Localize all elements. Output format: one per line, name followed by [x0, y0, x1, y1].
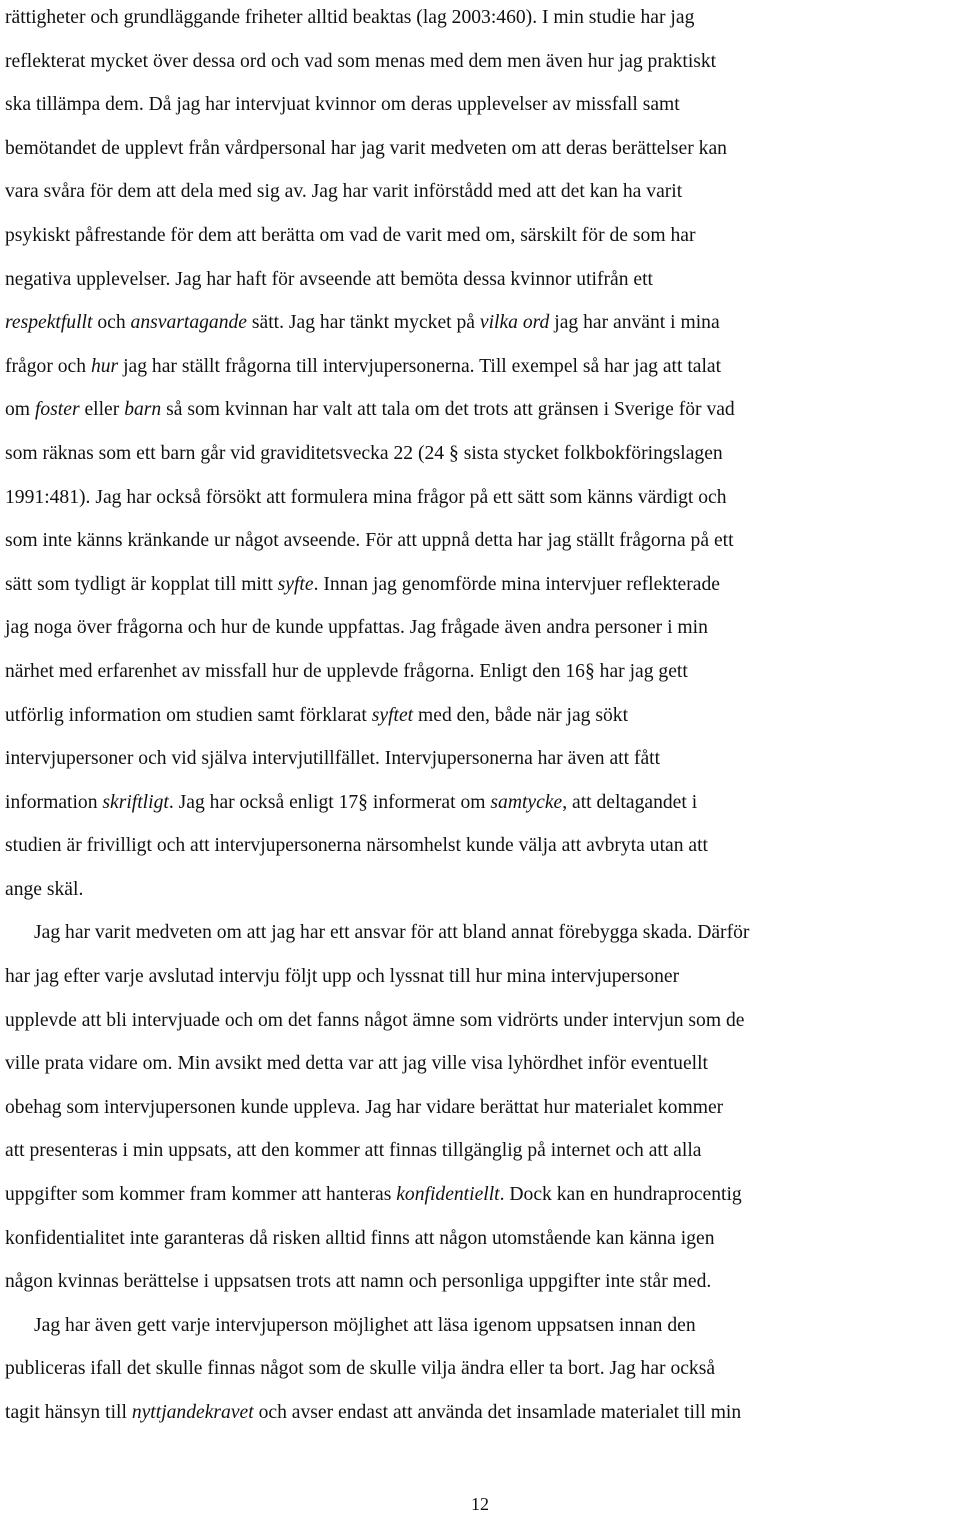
text-run: har jag efter varje avslutad intervju följt upp och lyssnat till hur mina intervjupersoner: [5, 966, 680, 988]
text-line: [5, 214, 957, 258]
text-run: som räknas som ett barn går vid graviditetsvecka 22 (24 § sista stycket folkbokföringslagen: [5, 442, 723, 464]
text-run: ange skäl.: [5, 878, 84, 900]
text-run: negativa upplevelser. Jag har haft för avseende att bemöta dessa kvinnor utifrån ett: [5, 268, 653, 290]
text-run: konfidentialitet inte garanteras då risken alltid finns att någon utomstående kan känna igen: [5, 1227, 715, 1249]
text-run: eller: [79, 399, 125, 421]
text-run: intervjupersoner och vid själva intervjutillfället. Intervjupersonerna har även att fått: [5, 748, 661, 770]
text-run: frågor och: [5, 355, 91, 377]
text-run: publiceras ifall det skulle finnas något som de skulle vilja ändra eller ta bort. Jag har också: [5, 1358, 716, 1380]
text-line: [5, 1260, 957, 1304]
text-line: [5, 388, 957, 432]
italic-text: samtycke: [490, 791, 563, 813]
italic-text: skriftligt: [102, 791, 169, 813]
text-line: [5, 1129, 957, 1173]
text-run: obehag som intervjupersonen kunde uppleva. Jag har vidare berättat hur materialet kommer: [5, 1096, 724, 1118]
text-run: tagit hänsyn till: [5, 1402, 132, 1423]
text-line: [5, 868, 957, 912]
text-run: med den, både när jag sökt: [413, 704, 629, 726]
text-run: upplevde att bli intervjuade och om det fanns något ämne som vidrörts under intervjun som de: [5, 1009, 745, 1031]
italic-text: vilka ord: [479, 312, 550, 334]
text-run: och: [92, 312, 131, 334]
text-line: [5, 1086, 957, 1130]
text-run: närhet med erfarenhet av missfall hur de upplevde frågorna. Enligt den 16§ har jag gett: [5, 660, 688, 682]
text-line: [5, 83, 957, 127]
text-line: [5, 1304, 957, 1348]
text-line: [5, 519, 957, 563]
text-run: bemötandet de upplevt från vårdpersonal har jag varit medveten om att deras berättelser kan: [5, 137, 727, 159]
text-run: om: [5, 399, 35, 421]
text-line: [5, 127, 957, 171]
italic-text: respektfullt: [5, 312, 93, 334]
text-line: [5, 1042, 957, 1086]
text-run: rättigheter och grundläggande friheter alltid beaktas (lag 2003:460). I min studie har jag: [5, 7, 695, 28]
text-line: [5, 694, 957, 738]
text-run: ville prata vidare om. Min avsikt med detta var att jag ville visa lyhördhet inför eventuellt: [5, 1053, 708, 1075]
text-line: [5, 170, 957, 214]
text-line: [5, 301, 957, 345]
text-run: studien är frivilligt och att intervjupersonerna närsomhelst kunde välja att avbryta utan att: [5, 835, 708, 857]
text-line: [5, 0, 957, 40]
text-run: att presenteras i min uppsats, att den kommer att finnas tillgänglig på internet och att alla: [5, 1140, 702, 1162]
text-run: psykiskt påfrestande för dem att berätta om vad de varit med om, särskilt för de som har: [5, 224, 696, 246]
text-line: [5, 1217, 957, 1261]
text-run: sätt som tydligt är kopplat till mitt: [5, 573, 278, 595]
italic-text: hur: [90, 355, 119, 377]
text-line: [5, 999, 957, 1043]
text-run: uppgifter som kommer fram kommer att hanteras: [5, 1184, 397, 1206]
text-run: reflekterat mycket över dessa ord och vad som menas med dem men även hur jag praktiskt: [5, 50, 717, 72]
text-line: [5, 824, 957, 868]
text-line: [5, 1391, 957, 1435]
text-line: [5, 563, 957, 607]
italic-text: syfte: [277, 573, 314, 595]
text-line: [5, 955, 957, 999]
text-run: och avser endast att använda det insamlade materialet till min: [253, 1402, 742, 1423]
text-line: [5, 606, 957, 650]
text-run: jag noga över frågorna och hur de kunde uppfattas. Jag frågade även andra personer i min: [5, 617, 708, 639]
text-run: information: [5, 791, 103, 813]
italic-text: ansvartagande: [130, 312, 247, 334]
text-line: [5, 345, 957, 389]
page-number: 12: [471, 1494, 489, 1514]
italic-text: syftet: [371, 704, 414, 726]
text-line: [5, 1173, 957, 1217]
text-line: [5, 911, 957, 955]
text-run: jag har ställt frågorna till intervjupersonerna. Till exempel så har jag att talat: [118, 355, 722, 377]
text-run: ska tillämpa dem. Då jag har intervjuat kvinnor om deras upplevelser av missfall samt: [5, 94, 680, 116]
italic-text: nyttjandekravet: [131, 1402, 254, 1423]
italic-text: barn: [124, 399, 162, 421]
text-run: vara svåra för dem att dela med sig av. Jag har varit införstådd med att det kan ha varit: [5, 181, 683, 203]
text-run: , att deltagandet i: [562, 791, 698, 813]
body-text: [5, 0, 957, 1435]
text-run: Jag har även gett varje intervjuperson möjlighet att läsa igenom uppsatsen innan den: [34, 1314, 696, 1336]
text-run: jag har använt i mina: [549, 312, 720, 334]
text-run: utförlig information om studien samt förklarat: [5, 704, 372, 726]
text-line: [5, 432, 957, 476]
italic-text: konfidentiellt: [396, 1184, 500, 1206]
text-line: [5, 476, 957, 520]
text-line: [5, 1347, 957, 1391]
text-run: 1991:481). Jag har också försökt att formulera mina frågor på ett sätt som känns värdigt och: [5, 486, 727, 508]
text-line: [5, 650, 957, 694]
text-run: sätt. Jag har tänkt mycket på: [247, 312, 480, 334]
text-run: som inte känns kränkande ur något avseende. För att uppnå detta har jag ställt frågorna på ett: [5, 530, 734, 552]
text-run: Jag har varit medveten om att jag har ett ansvar för att bland annat förebygga skada. Därför: [34, 922, 750, 944]
text-run: så som kvinnan har valt att tala om det trots att gränsen i Sverige för vad: [161, 399, 735, 421]
text-run: någon kvinnas berättelse i uppsatsen trots att namn och personliga uppgifter inte står med.: [5, 1271, 712, 1293]
text-run: . Innan jag genomförde mina intervjuer reflekterade: [313, 573, 720, 595]
italic-text: foster: [34, 399, 80, 421]
text-line: [5, 737, 957, 781]
text-line: [5, 40, 957, 84]
text-run: . Jag har också enligt 17§ informerat om: [168, 791, 491, 813]
text-line: [5, 258, 957, 302]
text-run: . Dock kan en hundraprocentig: [499, 1184, 742, 1206]
text-line: [5, 781, 957, 825]
